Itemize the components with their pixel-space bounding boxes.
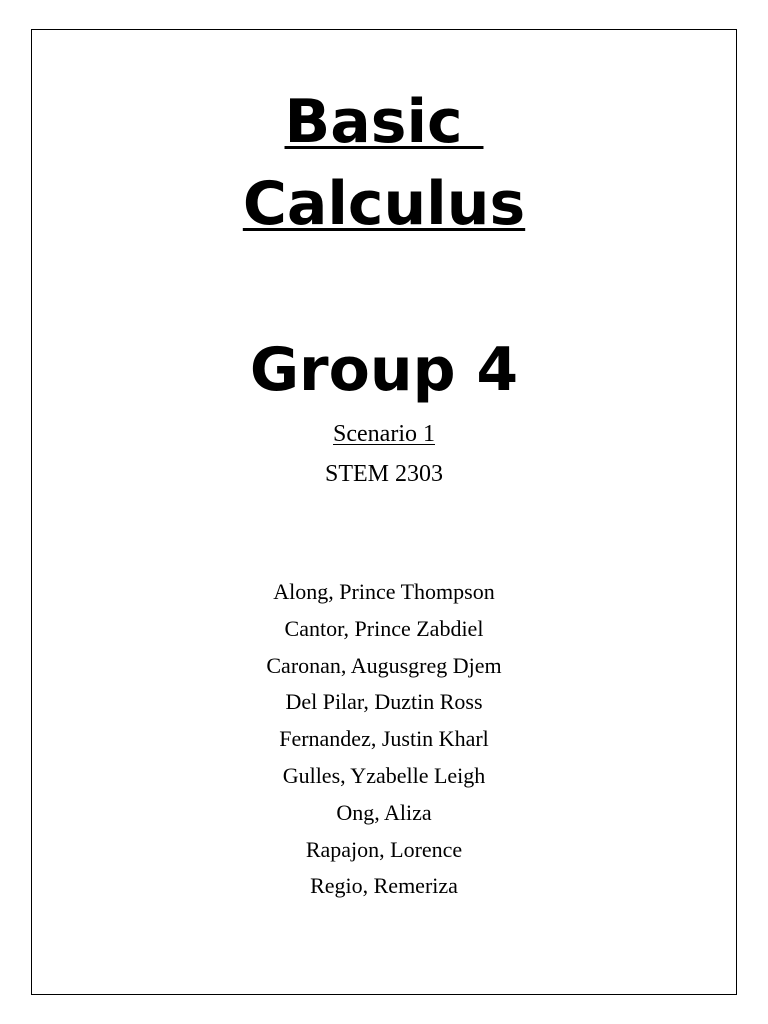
member-name: Rapajon, Lorence xyxy=(305,836,463,862)
member-name: Cantor, Prince Zabdiel xyxy=(284,615,484,641)
member-name: Ong, Aliza xyxy=(336,799,432,825)
section-label: STEM 2303 xyxy=(324,461,443,487)
title-line-1: Basic xyxy=(284,87,484,157)
member-name: Del Pilar, Duztin Ross xyxy=(285,689,483,715)
title-line-2: Calculus xyxy=(242,169,526,239)
member-name: Fernandez, Justin Kharl xyxy=(279,726,489,752)
member-name: Caronan, Augusgreg Djem xyxy=(266,652,502,678)
member-name: Gulles, Yzabelle Leigh xyxy=(282,762,486,788)
member-list xyxy=(0,578,768,909)
group-heading: Group 4 xyxy=(249,335,519,405)
member-name: Regio, Remeriza xyxy=(310,873,458,899)
member-name: Along, Prince Thompson xyxy=(273,579,495,604)
scenario-label: Scenario 1 xyxy=(333,421,435,447)
